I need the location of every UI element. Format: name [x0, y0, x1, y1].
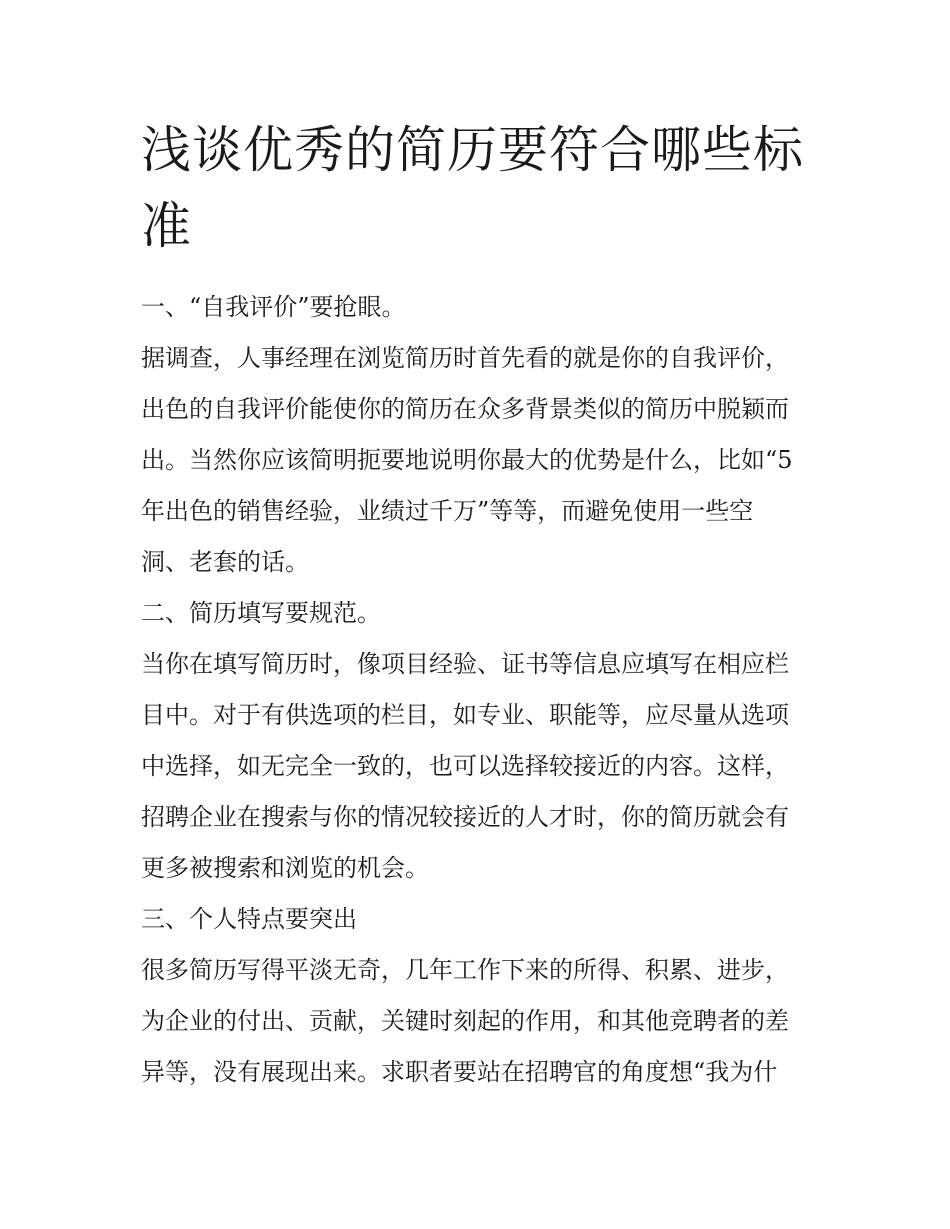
section-heading: 一、“自我评价”要抢眼。	[141, 293, 406, 321]
paragraph-line: 中选择，如无完全一致的，也可以选择较接近的内容。这样，	[141, 752, 789, 780]
paragraph-line: 出。当然你应该简明扼要地说明你最大的优势是什么，比如“5	[141, 446, 793, 474]
paragraph-line: 洞、老套的话。	[141, 548, 309, 576]
paragraph-line: 为企业的付出、贡献，关键时刻起的作用，和其他竞聘者的差	[141, 1007, 789, 1035]
section-paragraph	[141, 333, 817, 588]
paragraph-line: 招聘企业在搜索与你的情况较接近的人才时，你的简历就会有	[141, 803, 789, 831]
document-page	[141, 112, 817, 1098]
section-personal-features	[141, 894, 817, 1098]
paragraph-line: 很多简历写得平淡无奇，几年工作下来的所得、积累、进步，	[141, 956, 789, 984]
paragraph-line: 当你在填写简历时，像项目经验、证书等信息应填写在相应栏	[141, 650, 789, 678]
section-heading: 三、个人特点要突出	[141, 905, 357, 933]
title-line: 浅谈优秀的简历要符合哪些标	[141, 121, 804, 179]
section-paragraph	[141, 639, 817, 894]
title-line: 准	[141, 197, 192, 255]
paragraph-line: 年出色的销售经验，业绩过千万”等等，而避免使用一些空	[141, 497, 754, 525]
section-self-evaluation	[141, 282, 817, 588]
paragraph-line: 目中。对于有供选项的栏目，如专业、职能等，应尽量从选项	[141, 701, 789, 729]
paragraph-line: 更多被搜索和浏览的机会。	[141, 854, 429, 882]
section-standard-filling	[141, 588, 817, 894]
paragraph-line: 异等，没有展现出来。求职者要站在招聘官的角度想“我为什	[141, 1058, 778, 1086]
paragraph-line: 据调查，人事经理在浏览简历时首先看的就是你的自我评价，	[141, 344, 789, 372]
document-title	[141, 112, 817, 264]
section-paragraph	[141, 945, 817, 1098]
paragraph-line: 出色的自我评价能使你的简历在众多背景类似的简历中脱颖而	[141, 395, 789, 423]
section-heading: 二、简历填写要规范。	[141, 599, 381, 627]
